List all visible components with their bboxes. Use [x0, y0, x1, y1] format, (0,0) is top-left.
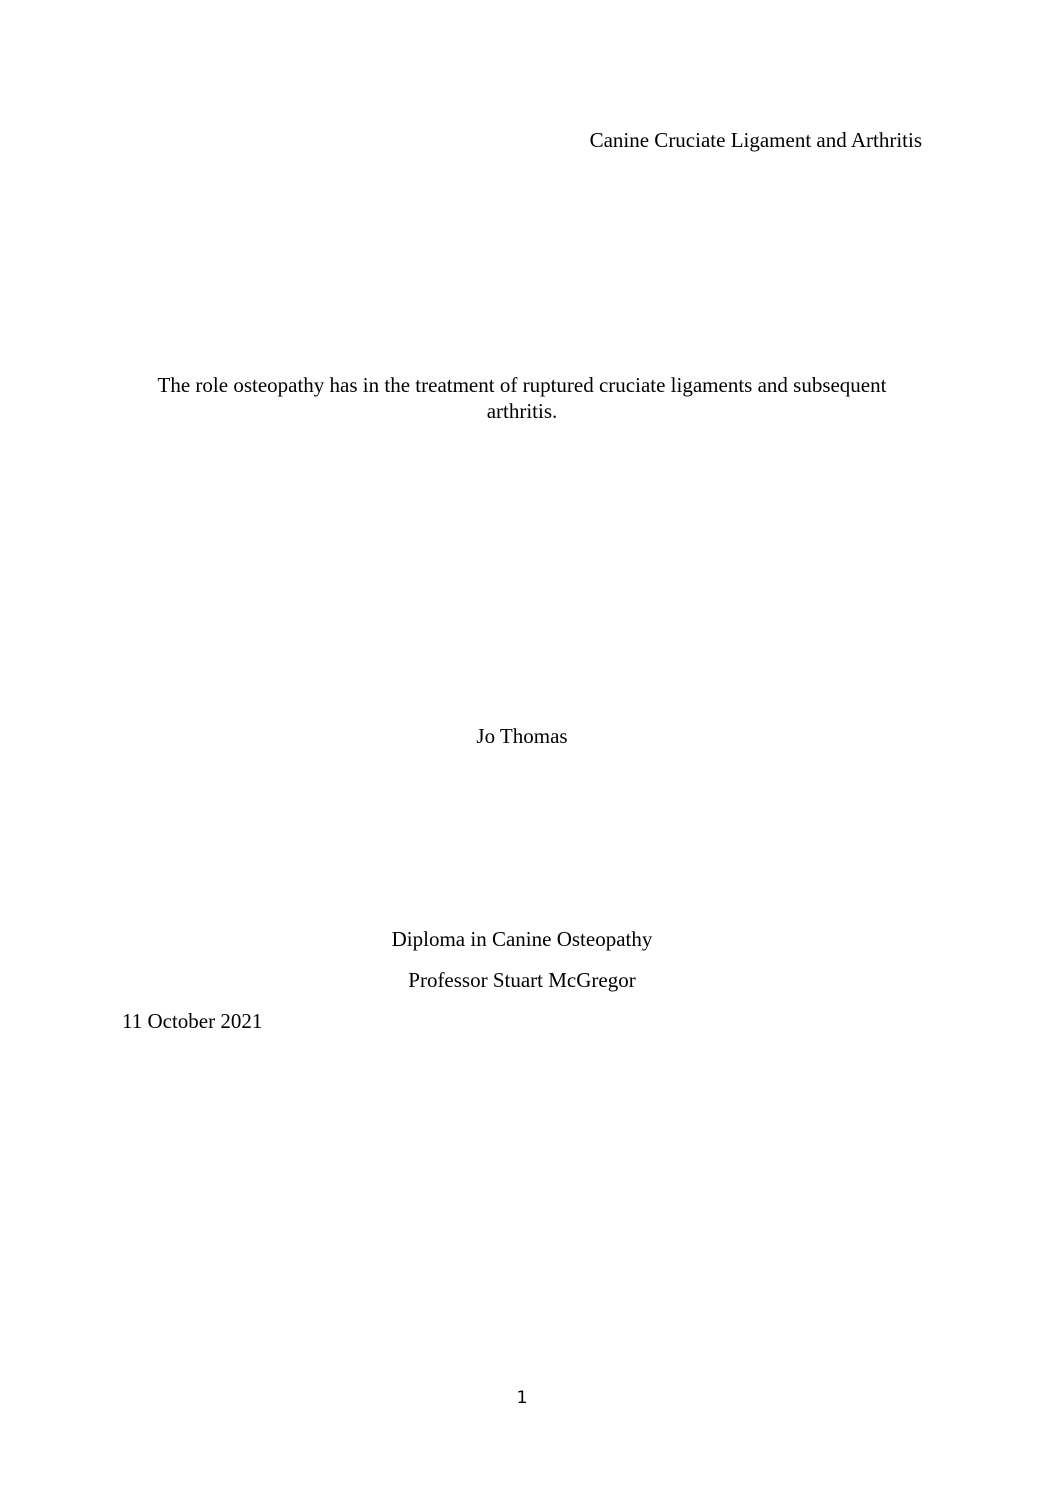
submission-date: 11 October 2021	[122, 1009, 263, 1033]
instructor-name: Professor Stuart McGregor	[408, 968, 636, 992]
paper-title: The role osteopathy has in the treatment of ruptured cruciate ligaments and subsequent arthritis.	[157, 373, 887, 423]
page-number: 1	[516, 1388, 528, 1408]
course-name: Diploma in Canine Osteopathy	[391, 927, 653, 951]
running-head: Canine Cruciate Ligament and Arthritis	[589, 128, 922, 152]
author-name: Jo Thomas	[476, 724, 568, 748]
